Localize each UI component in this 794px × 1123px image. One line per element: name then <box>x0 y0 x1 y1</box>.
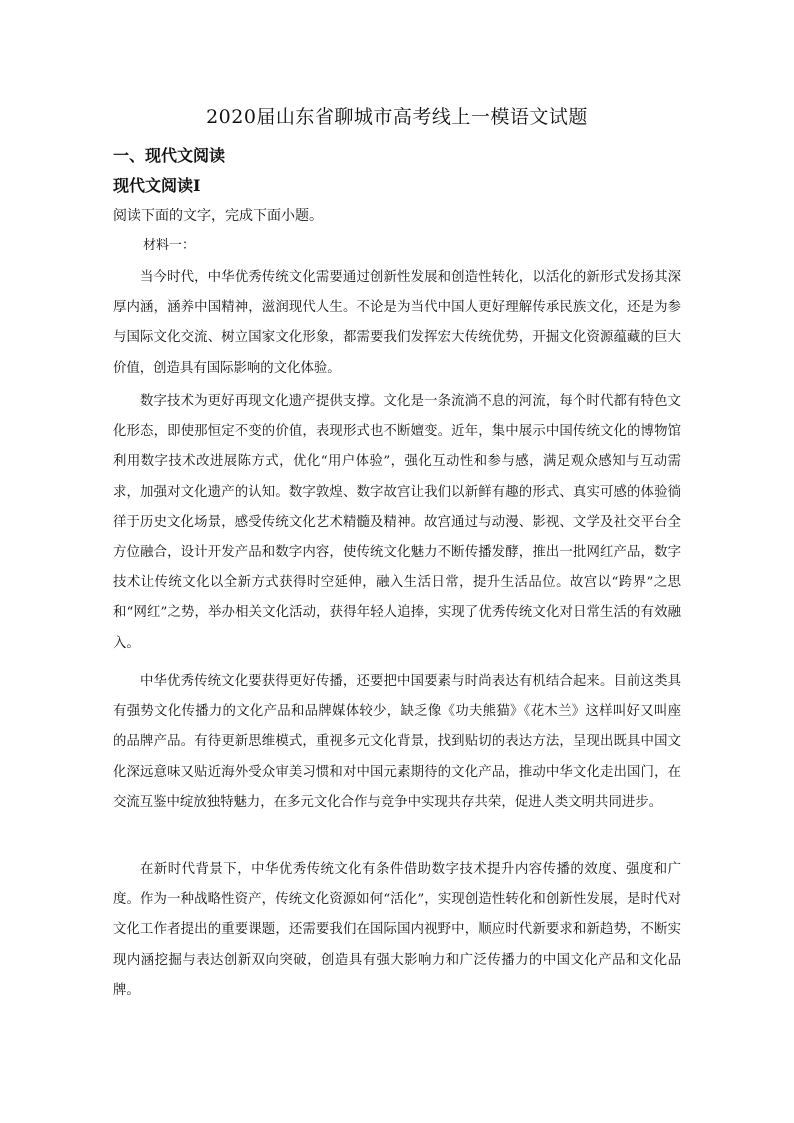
reading-instruction: 阅读下面的文字，完成下面小题。 <box>113 208 323 224</box>
body-paragraph-3: 中华优秀传统文化要获得更好传播，还要把中国要素与时尚表达有机结合起来。目前这类具有强势文化传播力的文化产品和品牌媒体较少，缺乏像《功夫熊猫》《花木兰》这样叫好又叫座的品牌产品。有待更新思维模式，重视多元文化背景，找到贴切的表达方法，呈现出既具中国文化深远意味又贴近海外受众审美习惯和对中国元素期待的文化产品，推动中华文化走出国门，在交流互鉴中绽放独特魅力，在多元文化合作与竞争中实现共存共荣，促进人类文明共同进步。 <box>113 674 681 810</box>
document-title: 2020届山东省聊城市高考线上一模语文试题 <box>206 106 588 128</box>
material-label: 材料一： <box>143 238 196 253</box>
section-heading: 一、现代文阅读 <box>113 146 226 165</box>
sub-heading: 现代文阅读Ⅰ <box>113 176 201 195</box>
body-paragraph-2: 数字技术为更好再现文化遗产提供支撑。文化是一条流淌不息的河流，每个时代都有特色文化形态，即使那恒定不变的价值，表现形式也不断嬗变。近年，集中展示中国传统文化的博物馆利用数字技术改进展陈方式，优化“用户体验”，强化互动性和参与感，满足观众感知与互动需求，加强对文化遗产的认知。数字敦煌、数字故宫让我们以新鲜有趣的形式、真实可感的体验徜徉于历史文化场景，感受传统文化艺术精髓及精神。故宫通过与动漫、影视、文学及社交平台全方位融合，设计开发产品和数字内容，使传统文化魅力不断传播发酵，推出一批网红产品，数字技术让传统文化以全新方式获得时空延伸，融入生活日常，提升生活品位。故宫以“跨界”之思和“网红”之势，举办相关文化活动，获得年轻人追捧，实现了优秀传统文化对日常生活的有效融入。 <box>113 394 681 651</box>
body-paragraph-4: 在新时代背景下，中华优秀传统文化有条件借助数字技术提升内容传播的效度、强度和广度。作为一种战略性资产，传统文化资源如何“活化”，实现创造性转化和创新性发展，是时代对文化工作者提出的重要课题，还需要我们在国际国内视野中，顺应时代新要求和新趋势，不断实现内涵挖掘与表达创新双向突破，创造具有强大影响力和广泛传播力的中国文化产品和文化品牌。 <box>113 862 681 998</box>
body-paragraph-1: 当今时代，中华优秀传统文化需要通过创新性发展和创造性转化，以活化的新形式发扬其深厚内涵，涵养中国精神，滋润现代人生。不论是为当代中国人更好理解传承民族文化，还是为参与国际文化交流、树立国家文化形象，都需要我们发挥宏大传统优势，开掘文化资源蕴藏的巨大价值，创造具有国际影响的文化体验。 <box>113 270 681 376</box>
